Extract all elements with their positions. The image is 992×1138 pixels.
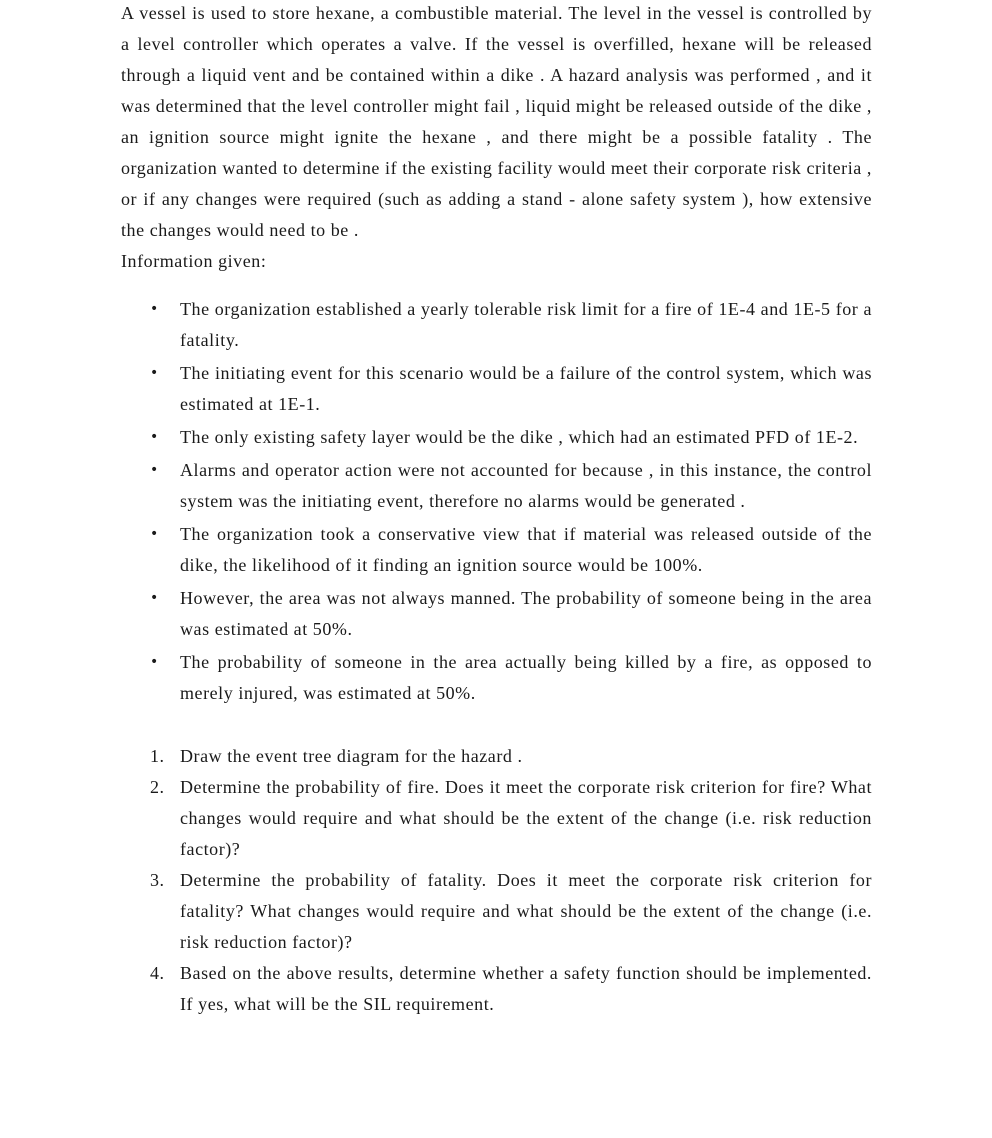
list-item-text: Alarms and operator action were not accounted for because , in this instance, the control system was the initiating event, therefore no alarms would be generated .	[180, 460, 872, 511]
question-number: 3.	[150, 870, 165, 890]
question-text: Based on the above results, determine whether a safety function should be implemented. If yes, what will be the SIL requirement.	[180, 963, 872, 1014]
list-item-text: The probability of someone in the area actually being killed by a fire, as opposed to merely injured, was estimated at 50%.	[180, 652, 872, 703]
list-item	[121, 455, 872, 517]
list-item	[121, 294, 872, 356]
bullet-icon: •	[150, 462, 159, 478]
bullet-icon: •	[150, 429, 159, 445]
list-item	[121, 422, 872, 453]
intro-paragraph: A vessel is used to store hexane, a combustible material. The level in the vessel is controlled by a level controller which operates a valve. If the vessel is overfilled, hexane will be released through a liquid vent and be contained within a dike . A hazard analysis was performed , and it was determined that the level controller might fail , liquid might be released outside of the dike , an ignition source might ignite the hexane , and there might be a possible fatality . The organization wanted to determine if the existing facility would meet their corporate risk criteria , or if any changes were required (such as adding a stand - alone safety system ), how extensive the changes would need to be .	[121, 3, 872, 240]
bullet-icon: •	[150, 365, 159, 381]
list-item-text: The initiating event for this scenario would be a failure of the control system, which was estimated at 1E-1.	[180, 363, 872, 414]
question-text: Determine the probability of fatality. Does it meet the corporate risk criterion for fatality? What changes would require and what should be the extent of the change (i.e. risk reduction factor)?	[180, 870, 872, 952]
information-list	[121, 294, 872, 709]
list-item-text: The organization took a conservative view that if material was released outside of the dike, the likelihood of it finding an ignition source would be 100%.	[180, 524, 872, 575]
question-item	[121, 772, 872, 865]
list-item-text: The organization established a yearly tolerable risk limit for a fire of 1E-4 and 1E-5 for a fatality.	[180, 299, 872, 350]
question-number: 2.	[150, 777, 165, 797]
list-item-text: However, the area was not always manned. The probability of someone being in the area was estimated at 50%.	[180, 588, 872, 639]
list-item	[121, 583, 872, 645]
question-text: Determine the probability of fire. Does it meet the corporate risk criterion for fire? What changes would require and what should be the extent of the change (i.e. risk reduction factor)?	[180, 777, 872, 859]
information-heading: Information given:	[121, 251, 267, 271]
list-item	[121, 647, 872, 709]
list-item-text: The only existing safety layer would be the dike , which had an estimated PFD of 1E-2.	[180, 427, 859, 447]
list-item	[121, 358, 872, 420]
question-list	[121, 741, 872, 1020]
bullet-icon: •	[150, 526, 159, 542]
question-number: 4.	[150, 963, 165, 983]
question-number: 1.	[150, 746, 165, 766]
bullet-icon: •	[150, 654, 159, 670]
question-text: Draw the event tree diagram for the hazard .	[180, 746, 523, 766]
question-item	[121, 741, 872, 772]
document-page	[121, 0, 872, 1020]
bullet-icon: •	[150, 301, 159, 317]
bullet-icon: •	[150, 590, 159, 606]
list-item	[121, 519, 872, 581]
question-item	[121, 865, 872, 958]
question-item	[121, 958, 872, 1020]
